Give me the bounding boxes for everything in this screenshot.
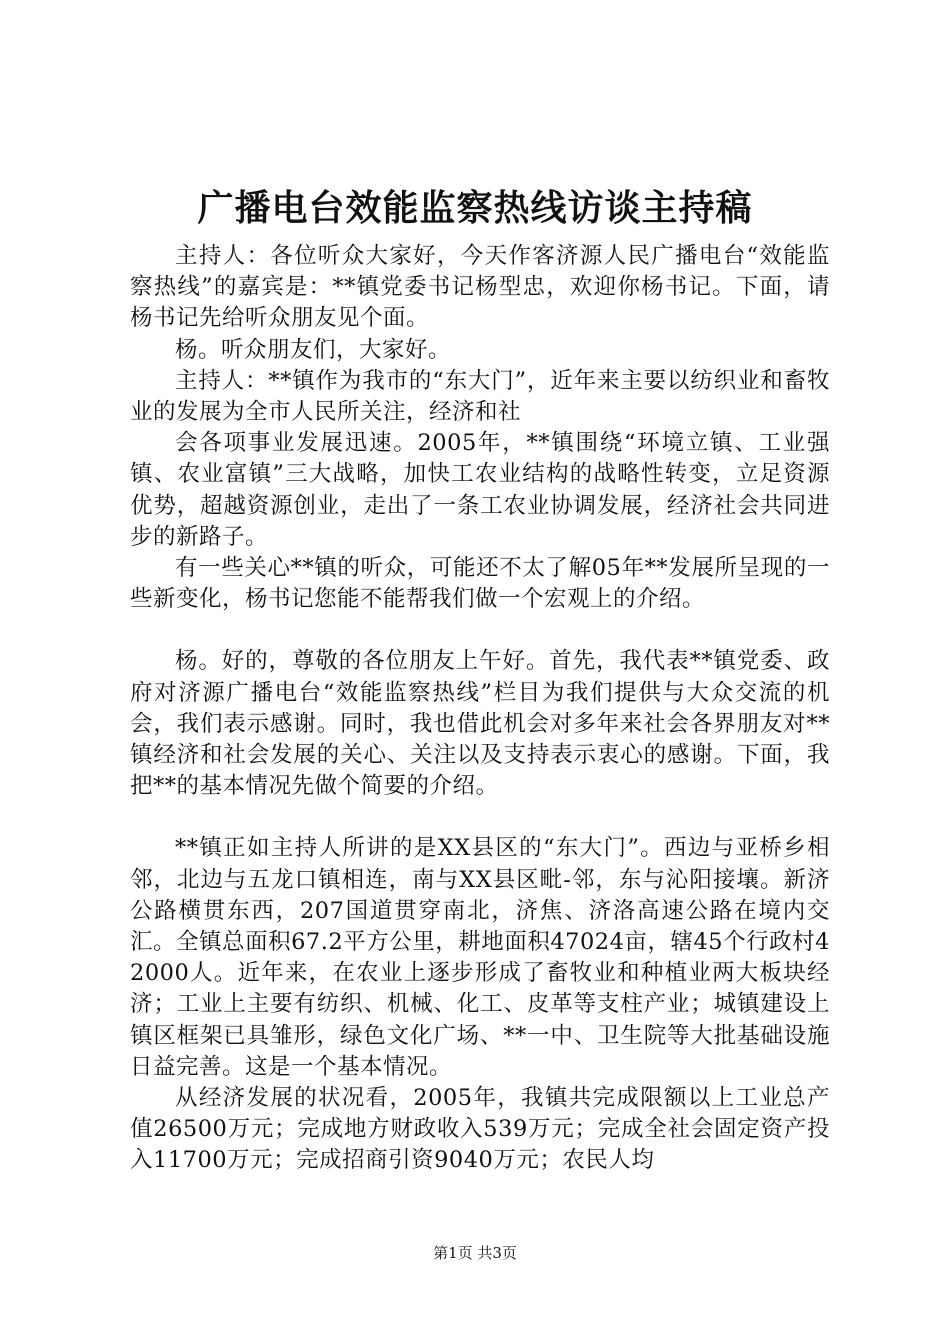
paragraph-development: 会各项事业发展迅速。2005年，**镇围绕“环境立镇、工业强镇、农业富镇”三大战略，加快工农业结构的战略性转变，立足资源优势，超越资源创业，走出了一条工农业协调发展，经济社会共同进步的新路子。 <box>130 430 830 550</box>
paragraph-town-overview: **镇正如主持人所讲的是XX县区的“东大门”。西边与亚桥乡相邻，北边与五龙口镇相连，南与XX县区毗-邻，东与沁阳接壤。新济公路横贯东西，207国道贯穿南北，济焦、济洛高速公路在境内交汇。全镇总面积67.2平方公里，耕地面积47024亩，辖45个行政村42000人。近年来，在农业上逐步形成了畜牧业和种植业两大板块经济；工业上主要有纺织、机械、化工、皮革等支柱产业；城镇建设上镇区框架已具雏形，绿色文化广场、**一中、卫生院等大批基础设施日益完善。这是一个基本情况。 <box>130 835 830 1080</box>
paragraph-host-greeting: 主持人：各位听众大家好，今天作客济源人民广播电台“效能监察热线”的嘉宾是：**镇党委书记杨型忠，欢迎你杨书记。下面，请杨书记先给听众朋友见个面。 <box>130 243 830 332</box>
paragraph-economy: 从经济发展的状况看，2005年，我镇共完成限额以上工业总产值26500万元；完成地方财政收入539万元；完成全社会固定资产投入11700万元；完成招商引资9040万元；农民人均 <box>130 1085 830 1174</box>
paragraph-yang-thanks: 杨。好的，尊敬的各位朋友上午好。首先，我代表**镇党委、政府对济源广播电台“效能监察热线”栏目为我们提供与大众交流的机会，我们表示感谢。同时，我也借此机会对多年来社会各界朋友对**镇经济和社会发展的关心、关注以及支持表示衷心的感谢。下面，我把**的基本情况先做个简要的介绍。 <box>130 648 830 800</box>
paragraph-host-intro: 主持人：**镇作为我市的“东大门”，近年来主要以纺织业和畜牧业的发展为全市人民所关注，经济和社 <box>130 367 830 426</box>
document-title: 广播电台效能监察热线访谈主持稿 <box>197 188 753 229</box>
paragraph-yang-greeting: 杨。听众朋友们，大家好。 <box>175 336 452 363</box>
paragraph-host-question: 有一些关心**镇的听众，可能还不太了解05年**发展所呈现的一些新变化，杨书记您能不能帮我们做一个宏观上的介绍。 <box>130 555 830 613</box>
page-footer: 第1页 共3页 <box>433 1244 517 1262</box>
document-body <box>130 241 830 1177</box>
